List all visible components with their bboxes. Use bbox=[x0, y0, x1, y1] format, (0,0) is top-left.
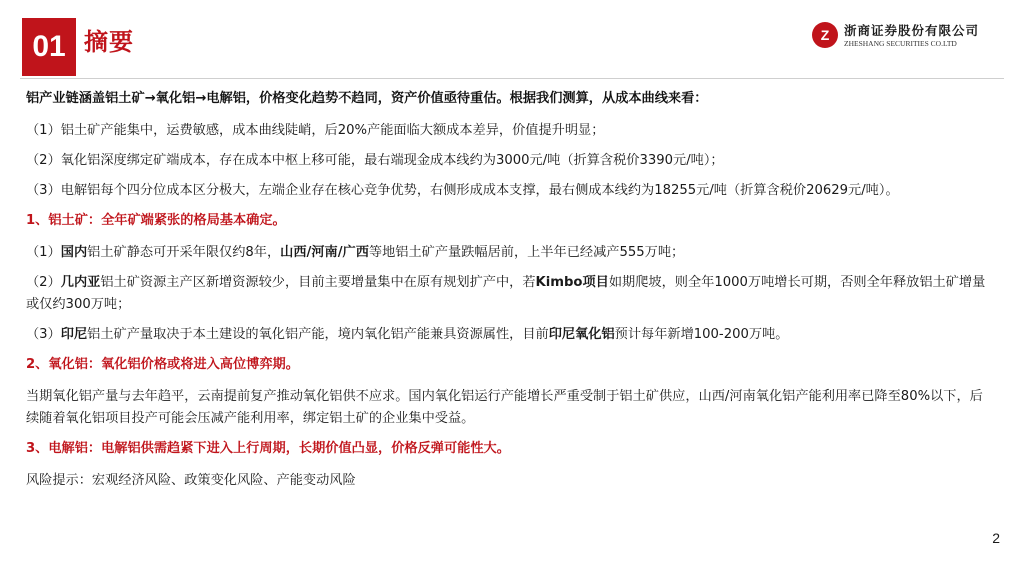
section-1-point-3: （3）印尼铝土矿产量取决于本土建设的氧化铝产能，境内氧化铝产能兼具资源属性，目前印尼氧化铝预计每年新增100-200万吨。 bbox=[26, 327, 789, 342]
intro-paragraph: 铝产业链涵盖铝土矿→氧化铝→电解铝，价格变化趋势不趋同，资产价值亟待重估。根据我们测算，从成本曲线来看： bbox=[26, 91, 708, 106]
section-2-body: 当期氧化铝产量与去年趋平，云南提前复产推动氧化铝供不应求。国内氧化铝运行产能增长严重受制于铝土矿供应，山西/河南氧化铝产能利用率已降至80%以下，后续随着氧化铝项目投产可能会压减产能利用率，绑定铝土矿的企业集中受益。 bbox=[26, 389, 983, 426]
cost-point-1: （1）铝土矿产能集中，运费敏感，成本曲线陡峭，后20%产能面临大额成本差异，价值提升明显； bbox=[26, 123, 605, 138]
summary-content bbox=[26, 88, 994, 492]
company-logo bbox=[812, 18, 998, 58]
section-1-heading: 1、铝土矿：全年矿端紧张的格局基本确定。 bbox=[26, 213, 286, 228]
section-1-point-1: （1）国内铝土矿静态可开采年限仅约8年，山西/河南/广西等地铝土矿产量跌幅居前，上半年已经减产555万吨； bbox=[26, 245, 685, 260]
section-3-heading: 3、电解铝：电解铝供需趋紧下进入上行周期，长期价值凸显，价格反弹可能性大。 bbox=[26, 441, 510, 456]
page-title: 摘要 bbox=[84, 28, 134, 56]
section-1-point-2: （2）几内亚铝土矿资源主产区新增资源较少，目前主要增量集中在原有规划扩产中，若Kimbo项目如期爬坡，则全年1000万吨增长可期，否则全年释放铝土矿增量或仅约300万吨； bbox=[26, 275, 986, 312]
company-logo-icon: Z bbox=[812, 22, 838, 48]
company-name-cn: 浙商证券股份有限公司 bbox=[844, 23, 980, 38]
risk-warning: 风险提示：宏观经济风险、政策变化风险、产能变动风险 bbox=[26, 473, 356, 488]
section-2-heading: 2、氧化铝：氧化铝价格或将进入高位博弈期。 bbox=[26, 357, 299, 372]
page-number: 2 bbox=[992, 530, 1000, 546]
cost-point-2: （2）氧化铝深度绑定矿端成本，存在成本中枢上移可能，最右端现金成本线约为3000元/吨（折算含税价3390元/吨）； bbox=[26, 153, 724, 168]
cost-point-3: （3）电解铝每个四分位成本区分极大，左端企业存在核心竞争优势，右侧形成成本支撑，最右侧成本线约为18255元/吨（折算含税价20629元/吨）。 bbox=[26, 183, 899, 198]
section-number-badge: 01 bbox=[22, 18, 76, 76]
company-name-en: ZHESHANG SECURITIES CO.LTD bbox=[844, 39, 957, 48]
header-divider bbox=[20, 78, 1004, 79]
